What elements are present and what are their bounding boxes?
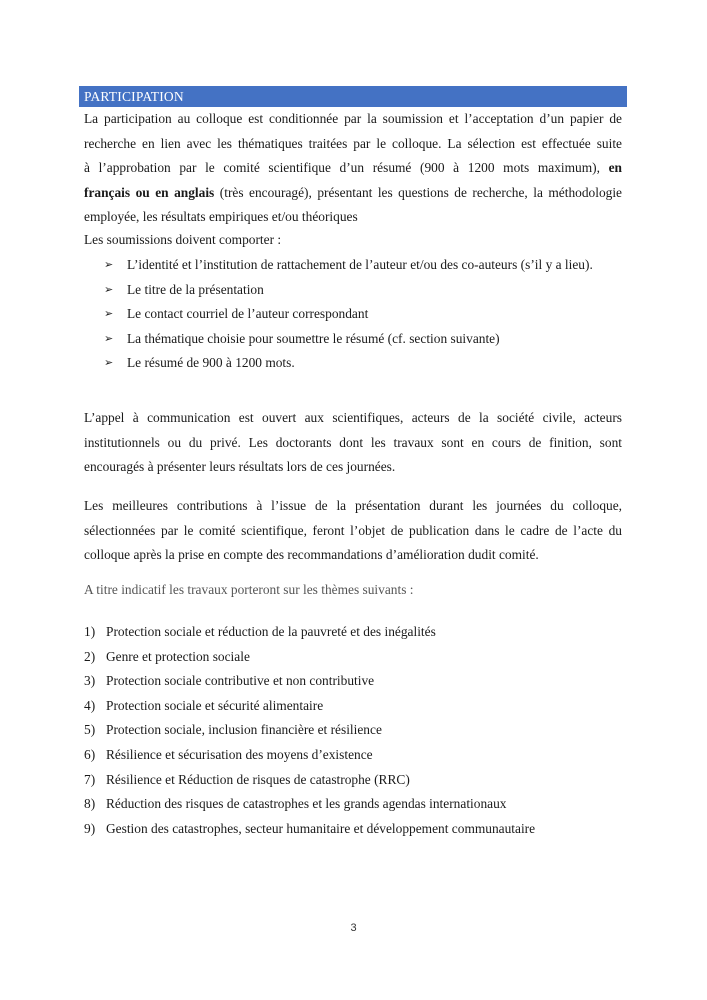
list-item	[84, 669, 535, 694]
list-item-text: La thématique choisie pour soumettre le résumé (cf. section suivante)	[127, 330, 500, 346]
intro-line-text: (très encouragé), présentant les questions de recherche, la méthodologie	[214, 184, 622, 200]
list-item-text: Protection sociale et sécurité alimentaire	[106, 697, 324, 713]
arrow-bullet-icon: ➢	[104, 307, 114, 320]
bold-text: français ou en anglais	[84, 184, 215, 200]
contributions-line: sélectionnées par le comité scientifique, feront l’objet de publication dans le cadre de l’acte du	[84, 522, 622, 538]
list-item-text: Protection sociale et réduction de la pauvreté et des inégalités	[106, 624, 436, 639]
list-item	[104, 302, 593, 327]
list-item	[104, 253, 593, 278]
arrow-bullet-icon: ➢	[104, 331, 114, 345]
list-number: 5)	[84, 722, 96, 738]
list-item-text: Protection sociale, inclusion financière et résilience	[106, 722, 382, 738]
intro-line: recherche en lien avec les thématiques traitées par le colloque. La sélection est effectuée suite	[84, 135, 622, 151]
intro-line: La participation au colloque est conditionnée par la soumission et l’acceptation d’un papier de	[84, 111, 622, 126]
list-number: 7)	[84, 771, 96, 787]
arrow-bullet-icon: ➢	[104, 258, 114, 271]
list-number: 3)	[84, 673, 96, 689]
section-header: PARTICIPATION	[79, 86, 627, 107]
list-item	[84, 718, 535, 743]
list-item	[84, 645, 535, 670]
themes-intro: A titre indicatif les travaux porteront sur les thèmes suivants :	[84, 582, 414, 597]
list-item	[84, 792, 535, 817]
call-line: encouragés à présenter leurs résultats lors de ces journées.	[84, 459, 396, 474]
list-item	[84, 817, 535, 842]
list-item-text: Résilience et Réduction de risques de catastrophe (RRC)	[106, 771, 410, 787]
list-item-text: Réduction des risques de catastrophes et les grands agendas internationaux	[106, 796, 507, 812]
list-item	[84, 694, 535, 719]
list-number: 1)	[84, 624, 96, 639]
list-item-text: Protection sociale contributive et non contributive	[106, 673, 375, 689]
arrow-bullet-icon: ➢	[104, 356, 114, 369]
arrow-bullet-icon: ➢	[104, 282, 114, 296]
list-item-text: Gestion des catastrophes, secteur humanitaire et développement communautaire	[106, 820, 536, 836]
list-item	[84, 620, 535, 645]
list-item-text: Le contact courriel de l’auteur correspondant	[127, 306, 369, 321]
list-number: 6)	[84, 746, 96, 762]
list-number: 8)	[84, 796, 96, 812]
themes-list	[84, 620, 535, 841]
list-item-text: Le titre de la présentation	[127, 281, 264, 297]
intro-paragraph	[84, 107, 622, 230]
list-item	[104, 351, 593, 376]
call-line: institutionnels ou du privé. Les doctorants dont les travaux sont en cours de finition, sont	[84, 434, 622, 450]
list-item-text: Genre et protection sociale	[106, 648, 250, 664]
intro-line: employée, les résultats empiriques et/ou théoriques	[84, 209, 358, 224]
list-item	[84, 743, 535, 768]
submissions-list	[104, 253, 593, 376]
intro-line	[84, 156, 622, 181]
contributions-paragraph	[84, 494, 622, 568]
page-number: 3	[350, 922, 357, 934]
list-item	[104, 278, 593, 303]
call-line: L’appel à communication est ouvert aux scientifiques, acteurs de la société civile, acteurs	[84, 410, 622, 425]
list-number: 2)	[84, 648, 96, 664]
list-item-text: Résilience et sécurisation des moyens d’existence	[106, 746, 373, 762]
list-item	[84, 768, 535, 793]
submissions-label: Les soumissions doivent comporter :	[84, 232, 282, 247]
contributions-line: colloque après la prise en compte des recommandations d’amélioration dudit comité.	[84, 547, 539, 562]
list-number: 9)	[84, 820, 96, 836]
contributions-line: Les meilleures contributions à l’issue de la présentation durant les journées du colloque,	[84, 498, 622, 513]
list-item-text: L’identité et l’institution de rattachement de l’auteur et/ou des co-auteurs (s’il y a lieu).	[127, 257, 593, 272]
intro-line-text: à l’approbation par le comité scientifique d’un résumé (900 à 1200 mots maximum),	[84, 160, 600, 175]
call-paragraph	[84, 406, 622, 480]
intro-line	[84, 181, 622, 206]
list-item	[104, 327, 593, 352]
bold-text: en	[608, 160, 622, 175]
list-item-text: Le résumé de 900 à 1200 mots.	[127, 355, 295, 370]
list-number: 4)	[84, 697, 96, 713]
